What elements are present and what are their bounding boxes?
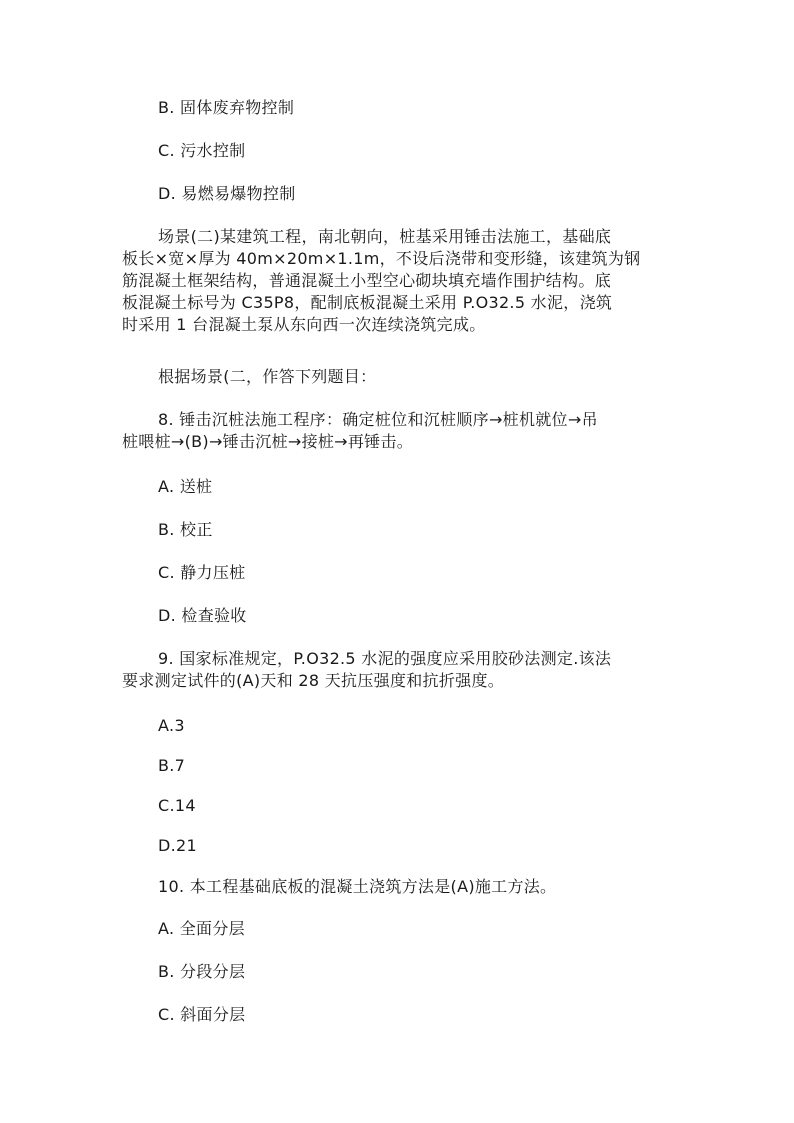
- q8-option-a: A. 送桩: [158, 477, 213, 496]
- q10-option-b: B. 分段分层: [158, 962, 246, 981]
- q7-option-d: D. 易燃易爆物控制: [158, 184, 296, 203]
- scenario-line: 筋混凝土框架结构，普通混凝土小型空心砌块填充墙作围护结构。底: [122, 271, 612, 290]
- q9-question-line: 9. 国家标准规定，P.O32.5 水泥的强度应采用胶砂法测定.该法: [158, 649, 612, 668]
- q9-option-c: C.14: [158, 796, 196, 815]
- q10-option-c: C. 斜面分层: [158, 1005, 246, 1024]
- q8-option-c: C. 静力压桩: [158, 563, 246, 582]
- q10-option-a: A. 全面分层: [158, 919, 245, 938]
- q9-question: [122, 648, 682, 692]
- scenario-line: 板长×宽×厚为 40m×20m×1.1m，不设后浇带和变形缝，该建筑为钢: [122, 249, 641, 268]
- scenario-line: 场景(二)某建筑工程，南北朝向，桩基采用锤击法施工，基础底: [158, 227, 612, 246]
- q9-option-d: D.21: [158, 836, 197, 855]
- scenario-line: 时采用 1 台混凝土泵从东向西一次连续浇筑完成。: [122, 315, 486, 334]
- q7-option-b: B. 固体废弃物控制: [158, 98, 295, 117]
- scenario-line: 板混凝土标号为 C35P8，配制底板混凝土采用 P.O32.5 水泥，浇筑: [122, 293, 613, 312]
- q8-question: [122, 409, 682, 453]
- q10-question: 10. 本工程基础底板的混凝土浇筑方法是(A)施工方法。: [158, 877, 557, 896]
- q8-question-line: 8. 锤击沉桩法施工程序：确定桩位和沉桩顺序→桩机就位→吊: [158, 410, 598, 429]
- q8-option-b: B. 校正: [158, 520, 213, 539]
- q8-question-line: 桩喂桩→(B)→锤击沉桩→接桩→再锤击。: [122, 432, 414, 451]
- q9-question-line: 要求测定试件的(A)天和 28 天抗压强度和抗折强度。: [122, 671, 505, 690]
- q9-option-a: A.3: [158, 716, 185, 735]
- q9-option-b: B.7: [158, 756, 186, 775]
- instruction-text: 根据场景(二，作答下列题目：: [158, 367, 377, 386]
- scenario-paragraph: [122, 226, 682, 336]
- q8-option-d: D. 检查验收: [158, 606, 247, 625]
- q7-option-c: C. 污水控制: [158, 141, 246, 160]
